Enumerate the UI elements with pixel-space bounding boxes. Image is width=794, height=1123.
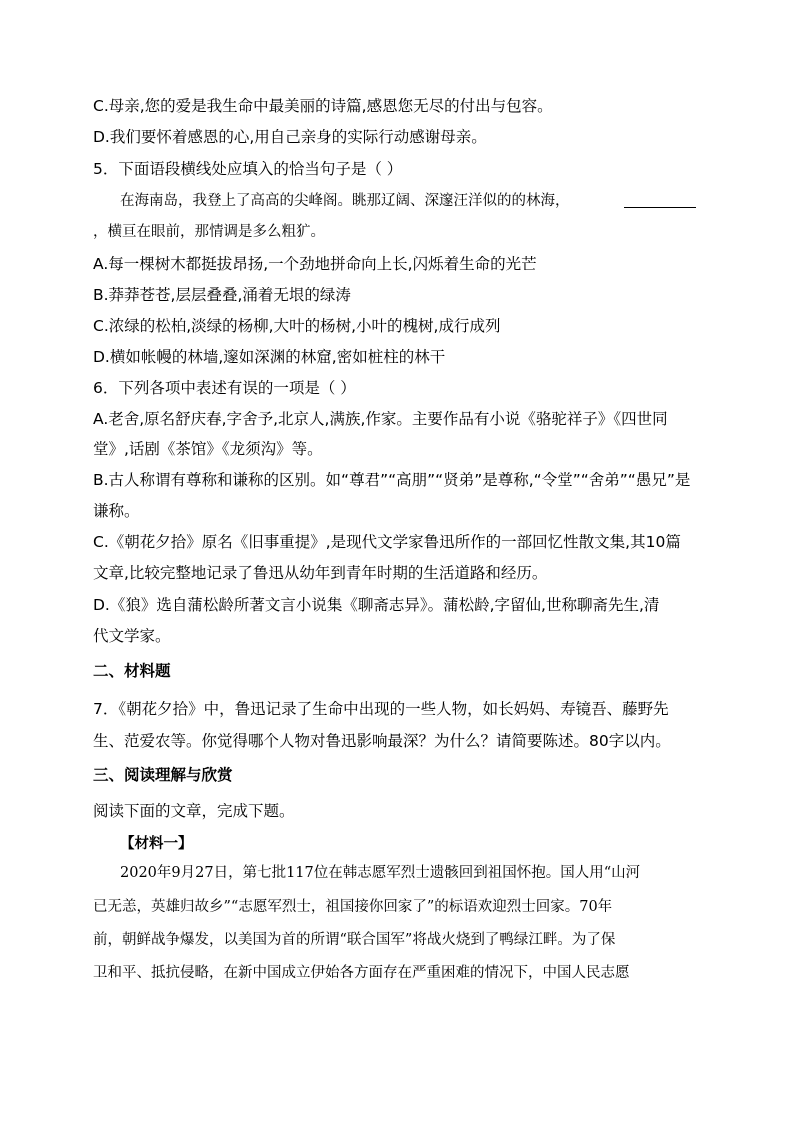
material-para-line3: 前，朝鲜战争爆发，以美国为首的所谓“联合国军”将战火烧到了鸭绿江畔。为了保 xyxy=(93,932,616,948)
q6-option-d-line2: 代文学家。 xyxy=(93,627,171,645)
section3-instruction: 阅读下面的文章，完成下题。 xyxy=(93,802,295,820)
q5-option-a: A.每一棵树木都挺拔昂扬,一个劲地拼命向上长,闪烁着生命的光芒 xyxy=(93,255,537,273)
q5-passage-line1: 在海南岛，我登上了高高的尖峰阁。眺那辽阔、深邃汪洋似的的林海， xyxy=(120,193,570,209)
material-para-line1: 2020年9月27日，第七批117位在韩志愿军烈士遗骸回到祖国怀抱。国人用“山河 xyxy=(120,865,641,881)
q6-option-c-line2: 文章,比较完整地记录了鲁迅从幼年到青年时期的生活道路和经历。 xyxy=(93,564,548,582)
q5-passage-line2: ，横亘在眼前，那情调是多么粗犷。 xyxy=(93,224,325,240)
q7-line2: 生、范爱农等。你觉得哪个人物对鲁迅影响最深？为什么？请简要陈述。80字以内。 xyxy=(93,732,671,750)
material-para-line2: 已无恙，英雄归故乡”“志愿军烈士，祖国接你回家了”的标语欢迎烈士回家。70年 xyxy=(93,899,613,915)
material-para-line4: 卫和平、抵抗侵略，在新中国成立伊始各方面存在严重困难的情况下，中国人民志愿 xyxy=(93,965,630,981)
q5-option-d: D.横如帐幔的林墙,邃如深渊的林窟,密如桩柱的林干 xyxy=(93,348,446,366)
section2-heading: 二、材料题 xyxy=(93,662,171,680)
q5-fill-blank xyxy=(624,193,696,208)
q6-option-c-line1: C.《朝花夕拾》原名《旧事重提》,是现代文学家鲁迅所作的一部回忆性散文集,其10篇 xyxy=(93,533,681,551)
material-label: 【材料一】 xyxy=(120,835,193,852)
q6-option-b-line2: 谦称。 xyxy=(93,502,140,520)
q4-option-d: D.我们要怀着感恩的心,用自己亲身的实际行动感谢母亲。 xyxy=(93,128,487,146)
q6-option-a-line1: A.老舍,原名舒庆春,字舍予,北京人,满族,作家。主要作品有小说《骆驼祥子》《四世同 xyxy=(93,410,668,428)
q6-option-d-line1: D.《狼》选自蒲松龄所著文言小说集《聊斋志异》。蒲松龄,字留仙,世称聊斋先生,清 xyxy=(93,596,660,614)
q4-option-c: C.母亲,您的爱是我生命中最美丽的诗篇,感恩您无尽的付出与包容。 xyxy=(93,97,553,115)
q5-option-c: C.浓绿的松柏,淡绿的杨柳,大叶的杨树,小叶的槐树,成行成列 xyxy=(93,317,501,335)
q5-stem: 5．下面语段横线处应填入的恰当句子是（ ） xyxy=(93,160,403,178)
q7-line1: 7．《朝花夕拾》中，鲁迅记录了生命中出现的一些人物，如长妈妈、寿镜吾、藤野先 xyxy=(93,700,669,718)
q6-option-b-line1: B.古人称谓有尊称和谦称的区别。如“尊君”“高朋”“贤弟”是尊称,“令堂”“舍弟”“愚兄”是 xyxy=(93,471,691,489)
section3-heading: 三、阅读理解与欣赏 xyxy=(93,766,233,784)
q6-option-a-line2: 堂》,话剧《茶馆》《龙须沟》等。 xyxy=(93,440,323,458)
q5-option-b: B.莽莽苍苍,层层叠叠,涌着无垠的绿涛 xyxy=(93,286,351,304)
q6-stem: 6．下列各项中表述有误的一项是（ ） xyxy=(93,379,356,397)
